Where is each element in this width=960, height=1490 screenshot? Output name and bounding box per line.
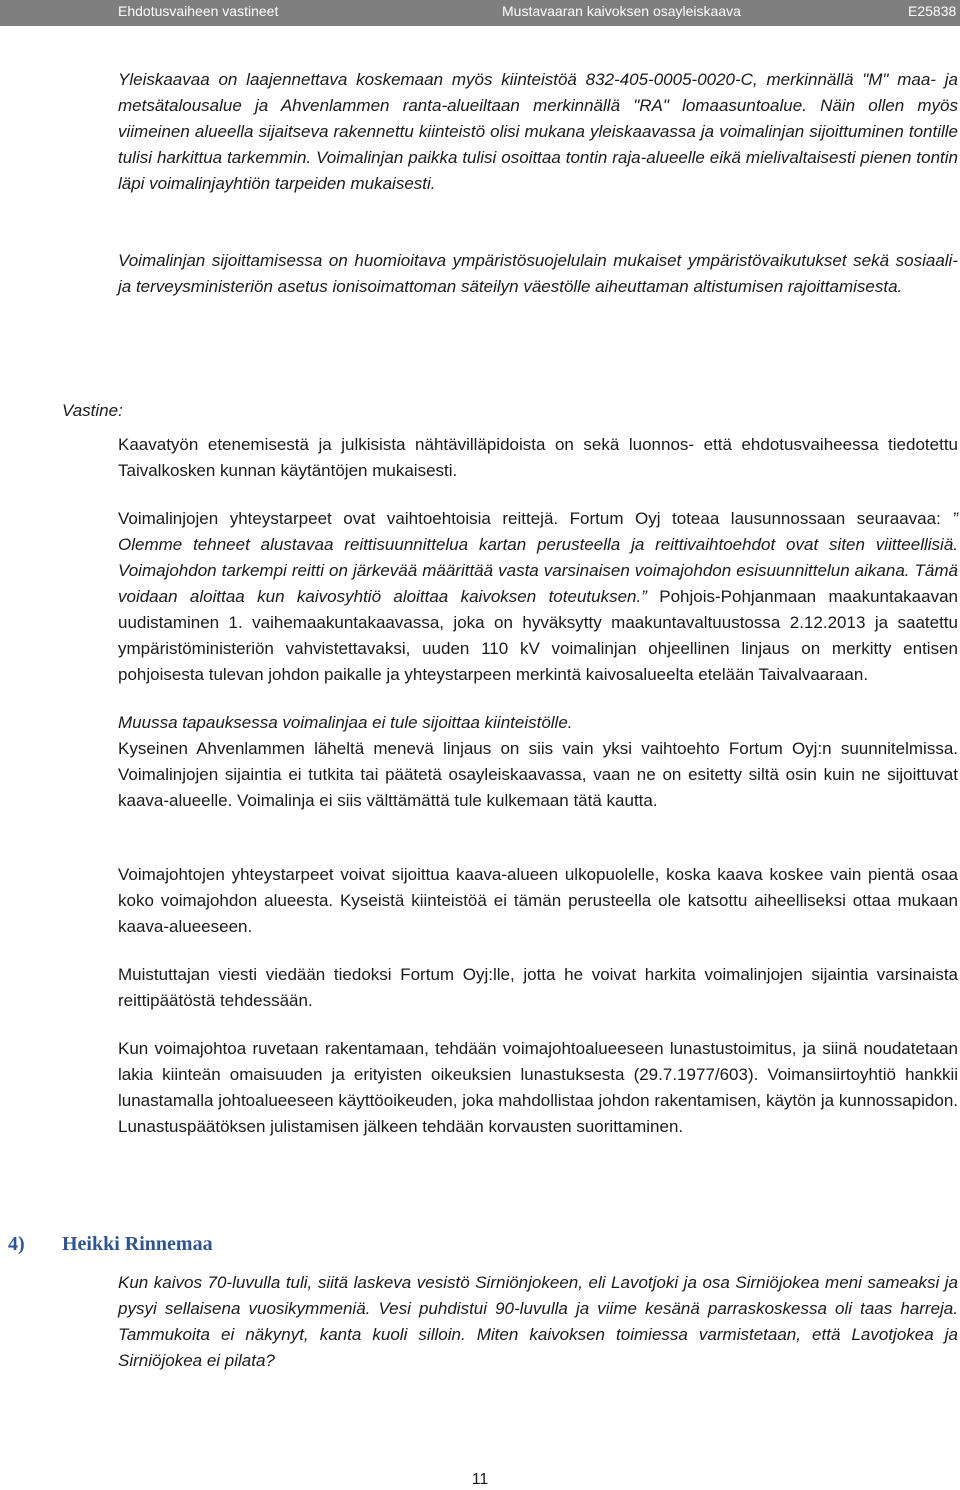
vastine-paragraph-4 (118, 862, 958, 940)
section-number: 4) (8, 1233, 25, 1255)
vastine-text-3: Kyseinen Ahvenlammen läheltä menevä linjaus on siis vain yksi vaihtoehto Fortum Oyj:n suunnitelmissa. Voimalinjojen sijaintia ei tutkita tai päätetä osayleiskaavassa, vaan ne on esitetty siltä osin kuin ne sijoittuvat kaava-alueelle. Voimalinja ei siis välttämättä tule kulkemaan tätä kautta. (118, 739, 958, 810)
page-number: 11 (471, 1471, 489, 1488)
vastine-text-2b: Pohjois-Pohjanmaan maakuntakaavan uudistaminen 1. vaihemaakuntakaavassa, joka on hyväksytty maakuntavaltuustossa 2.12.2013 ja saatettu ympäristöministeriön vahvistettavaksi, uuden 110 kV voimalinjan ohjeellinen linjaus on merkitty entisen pohjoisesta tulevan johdon paikalle ja yhteystarpeen merkintä kaivosalueelta etelään Taivalvaaraan. (118, 587, 958, 684)
header-left-text: Ehdotusvaiheen vastineet (118, 3, 279, 19)
opinion-text-1: Yleiskaavaa on laajennettava koskemaan myös kiinteistöä 832-405-0005-0020-C, merkinnällä "M" maa- ja metsätalousalue ja Ahvenlammen ranta-alueiltaan merkinnällä "RA" lomaasuntoalue. Näin ollen myös viimeinen alueella sijaitseva rakennettu kiinteistö olisi mukana yleiskaavassa ja voimalinjan sijoittuminen tontille tulisi harkittua tarkemmin. Voimalinjan paikka tulisi osoittaa tontin raja-alueelle eikä mielivaltaisesti pienen tontin läpi voimalinjayhtiön tarpeiden mukaisesti. (118, 70, 958, 193)
vastine-text-4: Voimajohtojen yhteystarpeet voivat sijoittua kaava-alueen ulkopuolelle, koska kaava koskee vain pientä osaa koko voimajohdon alueesta. Kyseistä kiinteistöä ei tämän perusteella ole katsottu aiheelliseksi ottaa mukaan kaava-alueeseen. (118, 865, 958, 936)
section-opinion-text: Kun kaivos 70-luvulla tuli, siitä laskeva vesistö Sirniönjokeen, eli Lavotjoki ja osa Sirniöjokea meni sameaksi ja pysyi sellaisena vuosikymmeniä. Vesi puhdistui 90-luvulla ja viime kesänä parraskoskessa oli taas harreja. Tammukoita ei näkynyt, kanta kuoli silloin. Miten kaivoksen toimiessa varmistetaan, että Lavotjokea ja Sirniöjokea ei pilata? (118, 1273, 958, 1370)
vastine-text-2a: Voimalinjojen yhteystarpeet ovat vaihtoehtoisia reittejä. Fortum Oyj toteaa lausunnossaan seuraavaa: (118, 509, 953, 528)
vastine-text-6: Kun voimajohtoa ruvetaan rakentamaan, tehdään voimajohtoalueeseen lunastustoimitus, ja siinä noudatetaan lakia kiinteän omaisuuden ja erityisten oikeuksien lunastuksesta (29.7.1977/603). Voimansiirtoyhtiö hankkii lunastamalla johtoalueeseen käyttöoikeuden, joka mahdollistaa johdon rakentamisen, käytön ja kunnossapidon. Lunastuspäätöksen julistamisen jälkeen tehdään korvausten suorittaminen. (118, 1039, 958, 1136)
fortum-quote: ” Olemme tehneet alustavaa reittisuunnittelua kartan perusteella ja reittivaihtoehdot ovat siten viitteellisiä. Voimajohdon tarkempi reitti on järkevää määrittää vasta varsinaisen voimajohdon esisuunnittelun aikana. Tämä voidaan aloittaa kun kaivosyhtiö aloittaa kaivoksen toteutuksen.” (118, 509, 958, 606)
header-right-text: E25838 (908, 3, 957, 19)
vastine-paragraph-2 (118, 506, 958, 688)
vastine-text-2 (118, 506, 958, 688)
opinion-paragraph-3 (118, 710, 958, 736)
vastine-text-5: Muistuttajan viesti viedään tiedoksi Fortum Oyj:lle, jotta he voivat harkita voimalinjojen sijaintia varsinaista reittipäätöstä tehdessään. (118, 965, 958, 1010)
vastine-paragraph-6 (118, 1036, 958, 1140)
header-center-text: Mustavaaran kaivoksen osayleiskaava (502, 3, 741, 19)
opinion-text-3: Muussa tapauksessa voimalinjaa ei tule sijoittaa kiinteistölle. (118, 713, 573, 732)
opinion-paragraph-2 (118, 248, 958, 300)
vastine-label: Vastine: (62, 401, 123, 420)
section-heading: Heikki Rinnemaa (62, 1233, 213, 1255)
vastine-paragraph-5 (118, 962, 958, 1014)
vastine-paragraph-1 (118, 432, 958, 484)
vastine-paragraph-3 (118, 736, 958, 814)
page-header (0, 0, 960, 26)
section-opinion-paragraph (118, 1270, 958, 1374)
opinion-paragraph-1 (118, 67, 958, 197)
vastine-text-1: Kaavatyön etenemisestä ja julkisista nähtävilläpidoista on sekä luonnos- että ehdotusvaiheessa tiedotettu Taivalkosken kunnan käytäntöjen mukaisesti. (118, 435, 958, 480)
opinion-text-2: Voimalinjan sijoittamisessa on huomioitava ympäristösuojelulain mukaiset ympäristövaikutukset sekä sosiaali- ja terveysministeriön asetus ionisoimattoman säteilyn väestölle aiheuttaman altistumisen rajoittamisesta. (118, 251, 958, 296)
